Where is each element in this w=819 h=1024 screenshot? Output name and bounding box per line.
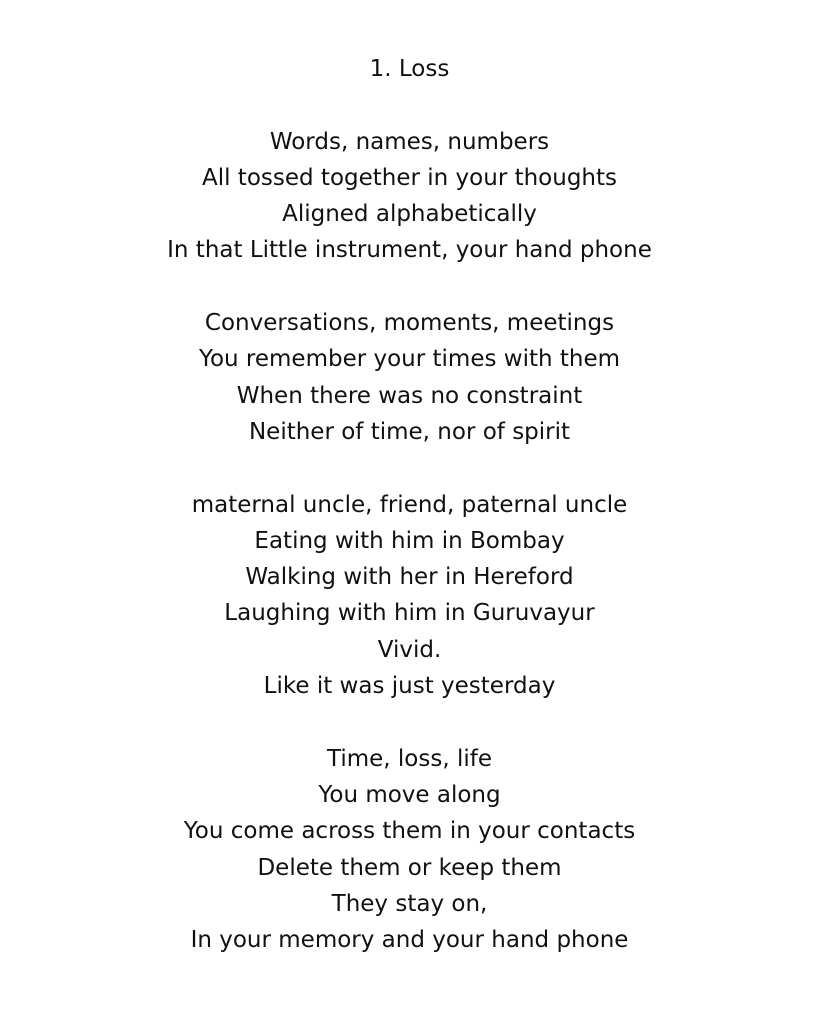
stanza-1 (0, 124, 819, 269)
poem-line: Conversations, moments, meetings (204, 310, 615, 337)
poem-line: Like it was just yesterday (263, 673, 556, 700)
poem-line: Delete them or keep them (257, 854, 562, 881)
stanza-4 (0, 741, 819, 959)
poem-line: Laughing with him in Guruvayur (224, 600, 595, 627)
poem-line: They stay on, (331, 890, 488, 917)
stanza-gap (0, 87, 819, 123)
poem-page (0, 51, 819, 958)
stanza-2 (0, 305, 819, 450)
poem-line: Vivid. (377, 636, 442, 663)
stanza-gap (0, 269, 819, 305)
poem-line: Time, loss, life (327, 745, 492, 772)
poem-line: maternal uncle, friend, paternal uncle (191, 491, 628, 518)
poem-line: You come across them in your contacts (183, 818, 636, 845)
poem-line: You move along (318, 781, 501, 808)
stanza-gap (0, 450, 819, 486)
poem-line: All tossed together in your thoughts (201, 164, 618, 191)
poem-line: Neither of time, nor of spirit (248, 418, 571, 445)
poem-title: 1. Loss (369, 56, 450, 82)
poem-line: Walking with her in Hereford (245, 564, 574, 591)
poem-line: In that Little instrument, your hand phone (167, 237, 652, 264)
poem-line: Aligned alphabetically (282, 201, 537, 228)
stanza-gap (0, 704, 819, 740)
poem-line: In your memory and your hand phone (190, 927, 629, 954)
poem-line: Eating with him in Bombay (254, 527, 565, 554)
stanza-3 (0, 487, 819, 705)
poem-line: When there was no constraint (236, 382, 583, 409)
poem-line: Words, names, numbers (269, 128, 550, 155)
poem-line: You remember your times with them (198, 346, 621, 373)
